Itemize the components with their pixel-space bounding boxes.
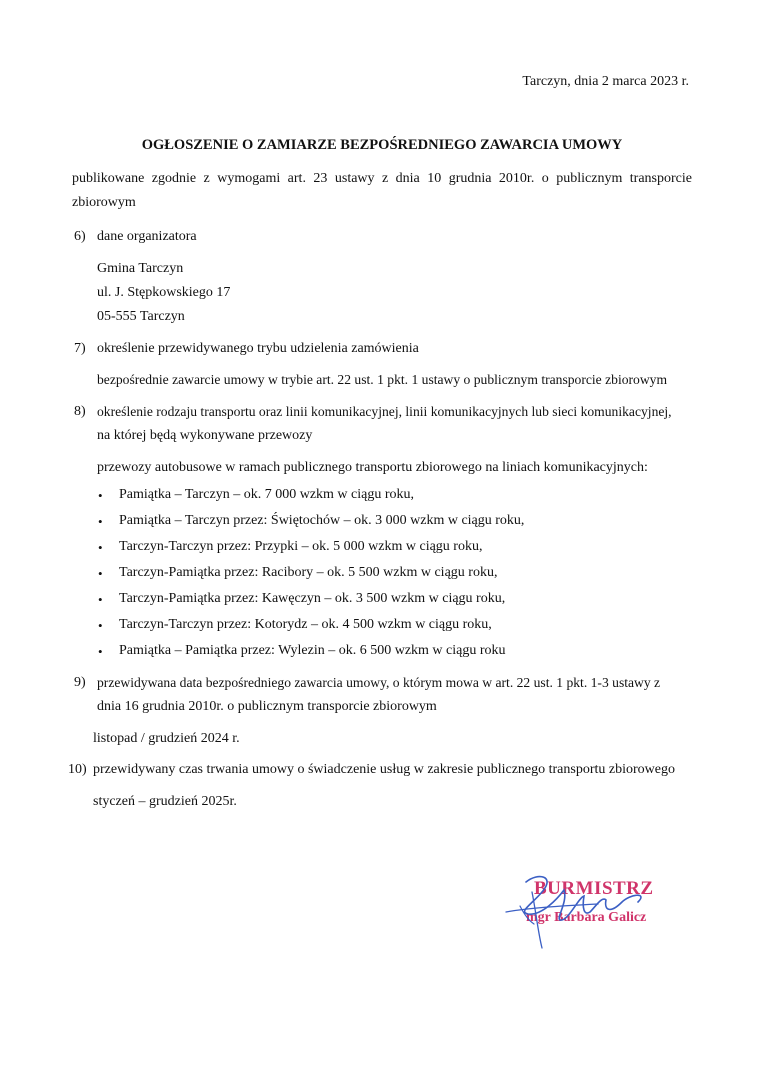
bullet: • — [98, 514, 103, 529]
item-7-number: 7) — [74, 341, 86, 356]
bullet: • — [98, 618, 103, 633]
document-date: Tarczyn, dnia 2 marca 2023 r. — [522, 74, 689, 89]
route-line-6: Tarczyn-Tarczyn przez: Kotorydz – ok. 4 500 wzkm w ciągu roku, — [119, 617, 492, 632]
route-line-5: Tarczyn-Pamiątka przez: Kawęczyn – ok. 3 500 wzkm w ciągu roku, — [119, 591, 506, 606]
item-7-value: bezpośrednie zawarcie umowy w trybie art. 22 ust. 1 pkt. 1 ustawy o publicznym transporcie zbiorowym — [97, 372, 668, 387]
item-8-label-line-2: na której będą wykonywane przewozy — [97, 428, 313, 443]
item-9-label-line-2: dnia 16 grudnia 2010r. o publicznym transporcie zbiorowym — [97, 699, 437, 714]
route-line-7: Pamiątka – Pamiątka przez: Wylezin – ok. 6 500 wzkm w ciągu roku — [119, 643, 506, 658]
item-9-number: 9) — [74, 675, 86, 690]
route-line-3: Tarczyn-Tarczyn przez: Przypki – ok. 5 000 wzkm w ciągu roku, — [119, 539, 483, 554]
item-10-label: przewidywany czas trwania umowy o świadczenie usług w zakresie publicznego transportu zbiorowego — [93, 762, 675, 777]
item-6-label: dane organizatora — [97, 229, 197, 244]
intro-line-2: zbiorowym — [72, 195, 136, 210]
bullet: • — [98, 644, 103, 659]
item-8-number: 8) — [74, 404, 86, 419]
organizer-street: ul. J. Stępkowskiego 17 — [97, 285, 231, 300]
item-8-label-line-1: określenie rodzaju transportu oraz linii komunikacyjnej, linii komunikacyjnych lub sieci komunikacyjnej, — [97, 404, 672, 419]
item-7-label: określenie przewidywanego trybu udzielenia zamówienia — [97, 341, 419, 356]
organizer-name: Gmina Tarczyn — [97, 261, 184, 276]
item-9-value: listopad / grudzień 2024 r. — [93, 731, 240, 746]
bullet: • — [98, 488, 103, 503]
mayor-stamp — [498, 862, 668, 954]
item-9-label-line-1: przewidywana data bezpośredniego zawarcia umowy, o którym mowa w art. 22 ust. 1 pkt. 1-3 ustawy z — [97, 675, 661, 690]
stamp-name: mgr Barbara Galicz — [526, 910, 647, 925]
bullet: • — [98, 592, 103, 607]
item-10-number: 10) — [68, 762, 87, 777]
route-line-4: Tarczyn-Pamiątka przez: Racibory – ok. 5 500 wzkm w ciągu roku, — [119, 565, 498, 580]
item-10-value: styczeń – grudzień 2025r. — [93, 794, 237, 809]
signature-icon — [498, 862, 668, 954]
bullet: • — [98, 566, 103, 581]
route-line-1: Pamiątka – Tarczyn – ok. 7 000 wzkm w ciągu roku, — [119, 487, 415, 502]
item-6-number: 6) — [74, 229, 86, 244]
bullet: • — [98, 540, 103, 555]
organizer-postcode: 05-555 Tarczyn — [97, 309, 185, 324]
item-8-value: przewozy autobusowe w ramach publicznego transportu zbiorowego na liniach komunikacyjnych: — [97, 460, 648, 475]
stamp-title: BURMISTRZ — [534, 878, 654, 899]
route-line-2: Pamiątka – Tarczyn przez: Świętochów – ok. 3 000 wzkm w ciągu roku, — [119, 513, 525, 528]
document-title: OGŁOSZENIE O ZAMIARZE BEZPOŚREDNIEGO ZAWARCIA UMOWY — [141, 137, 623, 153]
intro-line-1: publikowane zgodnie z wymogami art. 23 ustawy z dnia 10 grudnia 2010r. o publicznym transporcie — [72, 171, 692, 186]
